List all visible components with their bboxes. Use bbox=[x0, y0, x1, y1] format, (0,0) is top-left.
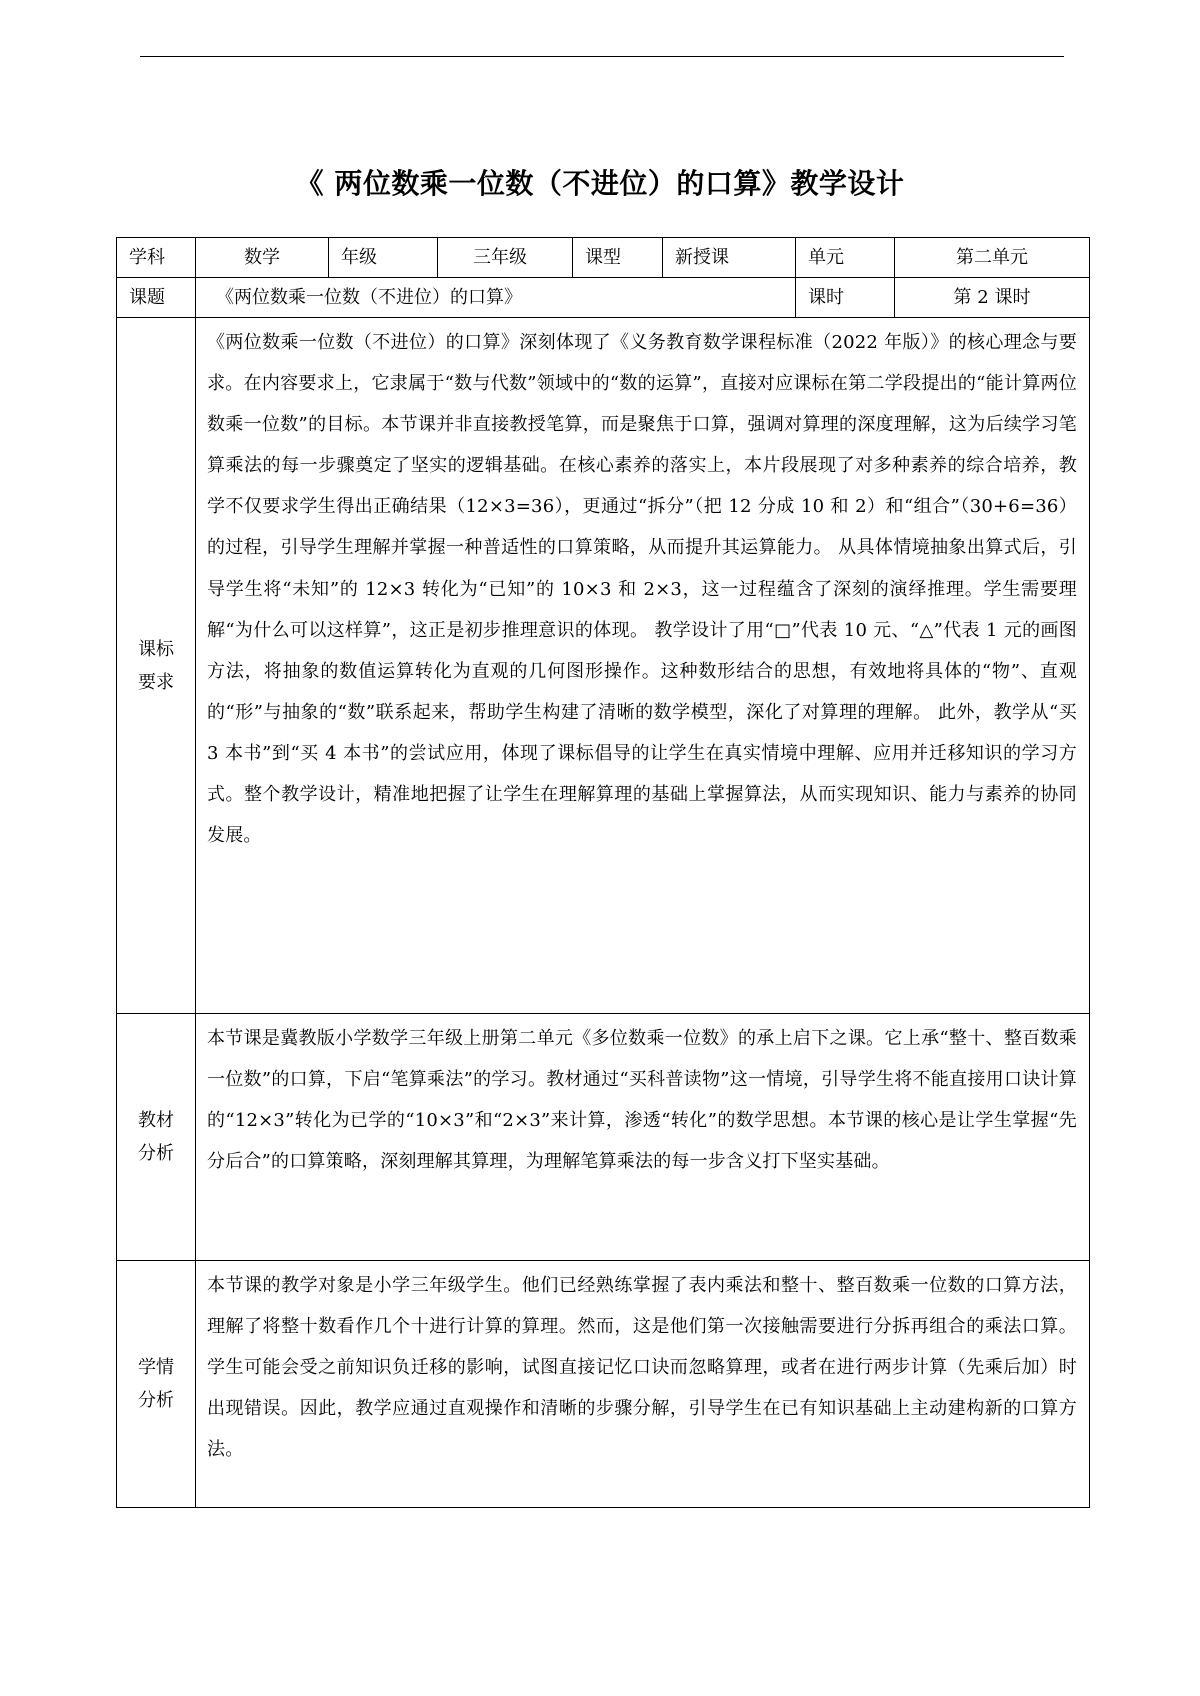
label-line-1: 学情 bbox=[138, 1357, 174, 1378]
type-value: 新授课 bbox=[663, 238, 796, 278]
label-line-2: 要求 bbox=[138, 671, 174, 693]
label-line-1: 课标 bbox=[138, 638, 174, 660]
label-line-2: 分析 bbox=[138, 1143, 174, 1164]
grade-value: 三年级 bbox=[438, 238, 573, 278]
student-analysis-text: 本节课的教学对象是小学三年级学生。他们已经熟练掌握了表内乘法和整十、整百数乘一位数的口算方法，理解了将整十数看作几个十进行计算的算理。然而，这是他们第一次接触需要进行分拆再组合的乘法口算。学生可能会受之前知识负迁移的影响，试图直接记忆口诀而忽略算理，或者在进行两步计算（先乘后加）时出现错误。因此，教学应通过直观操作和清晰的步骤分解，引导学生在已有知识基础上主动建构新的口算方法。 bbox=[196, 1261, 1090, 1508]
unit-label: 单元 bbox=[796, 238, 895, 278]
curriculum-requirements-text: 《两位数乘一位数（不进位）的口算》深刻体现了《义务教育数学课程标准（2022 年版）》的核心理念与要求。在内容要求上，它隶属于“数与代数”领域中的“数的运算”，直接对应课标在第二学段提出的“能计算两位数乘一位数”的目标。本节课并非直接教授笔算，而是聚焦于口算，强调对算理的深度理解，这为后续学习笔算乘法的每一步骤奠定了坚实的逻辑基础。在核心素养的落实上，本片段展现了对多种素养的综合培养，教学不仅要求学生得出正确结果（12×3=36），更通过“拆分”（把 12 分成 10 和 2）和“组合”（30+6=36）的过程，引导学生理解并掌握一种普适性的口算策略，从而提升其运算能力。 从具体情境抽象出算式后，引导学生将“未知”的 12×3 转化为“已知”的 10×3 和 2×3，这一过程蕴含了深刻的演绎推理。学生需要理解“为什么可以这样算”，这正是初步推理意识的体现。 教学设计了用“□”代表 10 元、“△”代表 1 元的画图方法，将抽象的数值运算转化为直观的几何图形操作。这种数形结合的思想，有效地将具体的“物”、直观的“形”与抽象的“数”联系起来，帮助学生构建了清晰的数学模型，深化了对算理的理解。 此外，教学从“买 3 本书”到“买 4 本书”的尝试应用，体现了课标倡导的让学生在真实情境中理解、应用并迁移知识的学习方式。整个教学设计，精准地把握了让学生在理解算理的基础上掌握算法，从而实现知识、能力与素养的协同发展。 bbox=[196, 318, 1090, 1014]
label-line-1: 教材 bbox=[138, 1110, 174, 1131]
curriculum-requirements-label bbox=[117, 318, 196, 1014]
type-label: 课型 bbox=[573, 238, 663, 278]
textbook-analysis-label bbox=[117, 1014, 196, 1261]
lesson-design-table bbox=[116, 237, 1090, 1508]
period-label: 课时 bbox=[796, 278, 895, 318]
student-analysis-row bbox=[117, 1261, 1090, 1508]
label-line-2: 分析 bbox=[138, 1390, 174, 1411]
subject-label: 学科 bbox=[117, 238, 196, 278]
textbook-analysis-text: 本节课是冀教版小学数学三年级上册第二单元《多位数乘一位数》的承上启下之课。它上承“整十、整百数乘一位数”的口算，下启“笔算乘法”的学习。教材通过“买科普读物”这一情境，引导学生将不能直接用口诀计算的“12×3”转化为已学的“10×3”和“2×3”来计算，渗透“转化”的数学思想。本节课的核心是让学生掌握“先分后合”的口算策略，深刻理解其算理，为理解笔算乘法的每一步含义打下坚实基础。 bbox=[196, 1014, 1090, 1261]
document-title: 《 两位数乘一位数（不进位）的口算》教学设计 bbox=[295, 167, 905, 200]
textbook-analysis-row bbox=[117, 1014, 1090, 1261]
grade-label: 年级 bbox=[329, 238, 438, 278]
unit-value: 第二单元 bbox=[895, 238, 1090, 278]
subject-value: 数学 bbox=[196, 238, 329, 278]
topic-label: 课题 bbox=[117, 278, 196, 318]
topic-value: 《两位数乘一位数（不进位）的口算》 bbox=[196, 278, 796, 318]
topic-row bbox=[117, 278, 1090, 318]
header-rule bbox=[140, 56, 1064, 57]
student-analysis-label bbox=[117, 1261, 196, 1508]
curriculum-requirements-row bbox=[117, 318, 1090, 1014]
period-value: 第 2 课时 bbox=[895, 278, 1090, 318]
info-row bbox=[117, 238, 1090, 278]
